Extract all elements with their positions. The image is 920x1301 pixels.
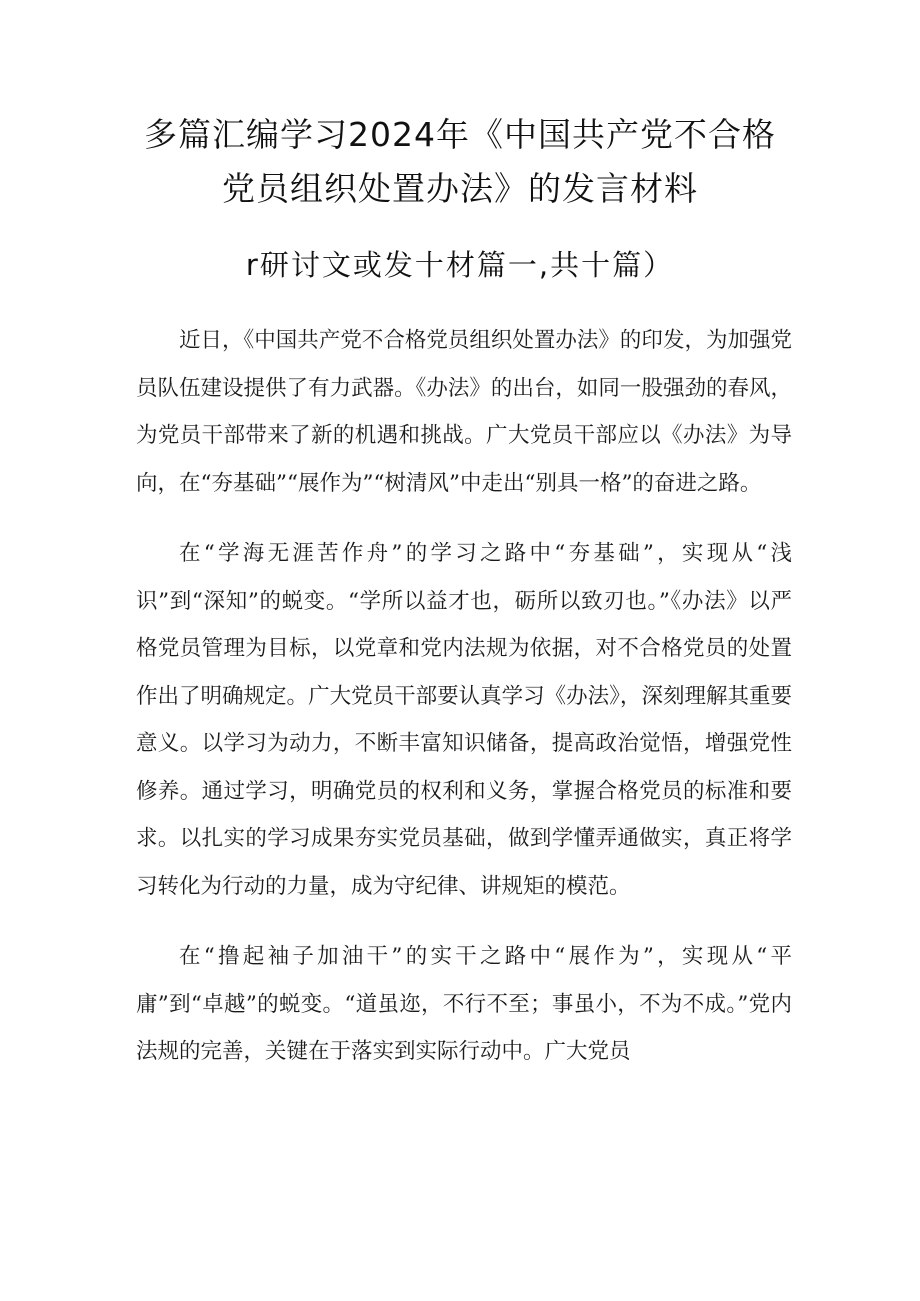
document-body [136, 317, 792, 1099]
document-subtitle: r研讨文或发十材篇一,共十篇） [245, 248, 675, 282]
paragraph-1: 近日，《中国共产党不合格党员组织处置办法》的印发，为加强党员队伍建设提供了有力武器。《办法》的出台，如同一股强劲的春风，为党员干部带来了新的机遇和挑战。广大党员干部应以《办法》为导向，在“夯基础”“展作为”“树清风”中走出“别具一格”的奋进之路。 [136, 328, 792, 496]
title-line-1: 多篇汇编学习2024年《中国共产党不合格 [144, 115, 776, 154]
paragraph-2: 在“学海无涯苦作舟”的学习之路中“夯基础”，实现从“浅识”到“深知”的蜕变。“学所以益才也，砺所以致刃也。”《办法》以严格党员管理为目标，以党章和党内法规为依据，对不合格党员的处置作出了明确规定。广大党员干部要认真学习《办法》，深刻理解其重要意义。以学习为动力，不断丰富知识储备，提高政治觉悟，增强党性修养。通过学习，明确党员的权利和义务，掌握合格党员的标准和要求。以扎实的学习成果夯实党员基础，做到学懂弄通做实，真正将学习转化为行动的力量，成为守纪律、讲规矩的模范。 [136, 541, 792, 899]
title-line-2: 党员组织处置办法》的发言材料 [222, 169, 698, 208]
paragraph-3: 在“撸起袖子加油干”的实干之路中“展作为”，实现从“平庸”到“卓越”的蜕变。“道虽迩，不行不至；事虽小，不为不成。”党内法规的完善，关键在于落实到实际行动中。广大党员 [136, 944, 792, 1064]
document-title [0, 108, 920, 216]
